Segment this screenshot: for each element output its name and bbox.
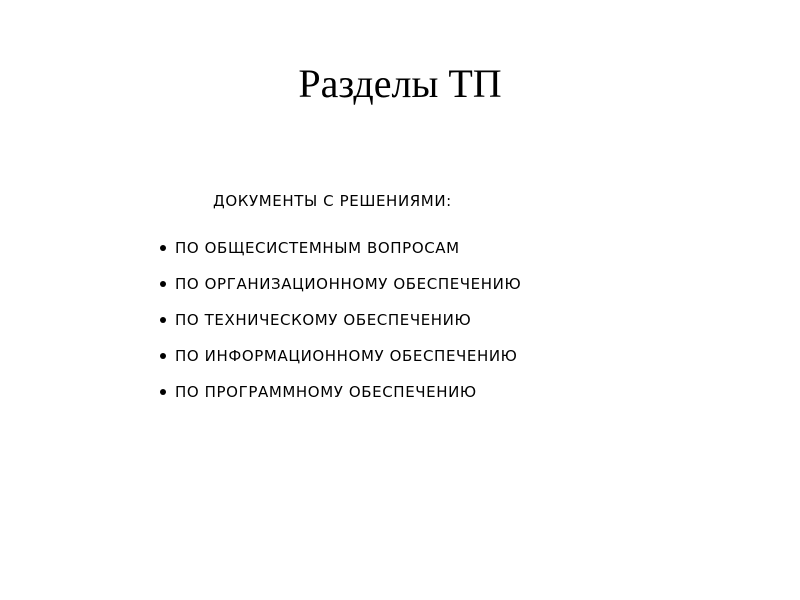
bullet-item bbox=[160, 311, 521, 347]
bullet-item bbox=[160, 239, 521, 275]
bullet-item bbox=[160, 383, 521, 419]
bullet-icon bbox=[160, 281, 166, 287]
bullet-item bbox=[160, 275, 521, 311]
bullet-item bbox=[160, 347, 521, 383]
bullet-text: ПО ИНФОРМАЦИОННОМУ ОБЕСПЕЧЕНИЮ bbox=[175, 347, 518, 365]
bullet-text: ПО ОБЩЕСИСТЕМНЫМ ВОПРОСАМ bbox=[175, 239, 460, 257]
bullet-icon bbox=[160, 245, 166, 251]
slide-title: Разделы ТП bbox=[298, 61, 502, 106]
bullet-text: ПО ПРОГРАММНОМУ ОБЕСПЕЧЕНИЮ bbox=[175, 383, 477, 401]
bullet-list bbox=[160, 239, 521, 419]
bullet-icon bbox=[160, 353, 166, 359]
bullet-icon bbox=[160, 317, 166, 323]
bullet-text: ПО ОРГАНИЗАЦИОННОМУ ОБЕСПЕЧЕНИЮ bbox=[175, 275, 522, 293]
bullet-text: ПО ТЕХНИЧЕСКОМУ ОБЕСПЕЧЕНИЮ bbox=[175, 311, 472, 329]
slide-subtitle: ДОКУМЕНТЫ С РЕШЕНИЯМИ: bbox=[213, 192, 452, 210]
bullet-icon bbox=[160, 389, 166, 395]
